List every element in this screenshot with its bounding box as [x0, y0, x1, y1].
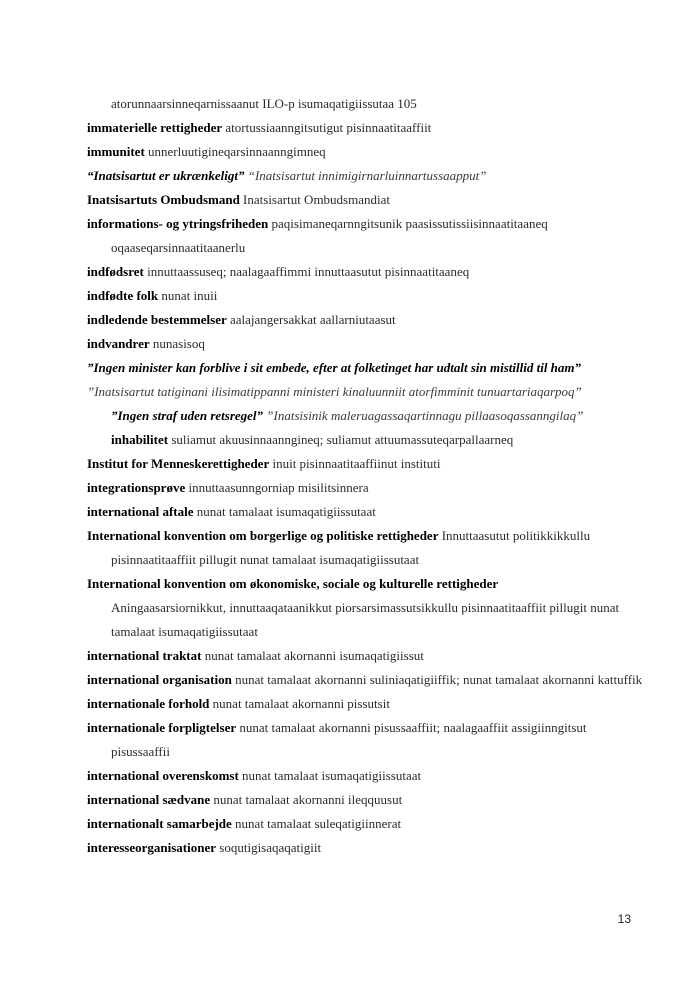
glossary-entry [87, 164, 647, 188]
glossary-gloss: suliamut akuusinnaanngineq; suliamut attuumassuteqarpallaarneq [171, 432, 514, 447]
glossary-entry [87, 524, 647, 572]
glossary-term: international organisation [87, 672, 232, 687]
glossary-gloss: atorunnaarsinneqarnissaanut ILO-p isumaqatigiissutaa 105 [111, 96, 417, 111]
glossary-term: ”Ingen straf uden retsregel” [111, 408, 264, 423]
glossary-entry [87, 764, 647, 788]
glossary-entry [87, 284, 647, 308]
glossary-gloss: Aningaasarsiornikkut, innuttaaqataanikkut piorsarsimassutsikkullu pisinnaatitaaffiit pillugit nunat tamalaat isumaqatigiissutaat [111, 600, 620, 639]
glossary-term: informations- og ytringsfriheden [87, 216, 269, 231]
glossary-entry [87, 668, 647, 692]
glossary-entry [87, 428, 647, 452]
glossary-entry [87, 692, 647, 716]
glossary-term: interesseorganisationer [87, 840, 217, 855]
glossary-gloss: ”Inatsisinik maleruagassaqartinnagu pillaasoqassanngilaq” [266, 408, 584, 423]
glossary-gloss: nunasisoq [152, 336, 205, 351]
glossary-gloss: nunat tamalaat isumaqatigiissutaat [242, 768, 422, 783]
glossary-entry [87, 212, 647, 260]
glossary-entry [87, 116, 647, 140]
glossary-term: integrationsprøve [87, 480, 186, 495]
glossary-entry [87, 500, 647, 524]
glossary-term: indledende bestemmelser [87, 312, 227, 327]
glossary-entry [87, 332, 647, 356]
glossary-gloss: atortussiaanngitsutigut pisinnaatitaaffiit [225, 120, 432, 135]
glossary-gloss: soqutigisaqaqatigiit [219, 840, 322, 855]
glossary-entry [87, 188, 647, 212]
glossary-term: international sædvane [87, 792, 211, 807]
glossary-entry [87, 716, 647, 764]
glossary-entry [87, 476, 647, 500]
glossary-entry [87, 812, 647, 836]
glossary-term: International konvention om borgerlige og politiske rettigheder [87, 528, 439, 543]
glossary-entry [87, 788, 647, 812]
page-number: 13 [617, 912, 631, 926]
glossary-entry [87, 644, 647, 668]
glossary-entry [87, 140, 647, 164]
glossary-term: Institut for Menneskerettigheder [87, 456, 270, 471]
glossary-term: “Inatsisartut er ukrænkeligt” [87, 168, 245, 183]
glossary-list [87, 92, 647, 860]
glossary-gloss: nunat tamalaat akornanni pisussaaffiit; naalagaaffiit assigiinngitsut pisussaaffii [111, 720, 587, 759]
glossary-term: international aftale [87, 504, 194, 519]
glossary-gloss: aalajangersakkat aallarniutaasut [229, 312, 396, 327]
glossary-entry [87, 260, 647, 284]
glossary-gloss: unnerluutigineqarsinnaanngimneq [148, 144, 326, 159]
glossary-gloss: nunat tamalaat akornanni isumaqatigiissut [204, 648, 424, 663]
glossary-term: indvandrer [87, 336, 150, 351]
glossary-term: international traktat [87, 648, 202, 663]
glossary-entry [87, 572, 647, 644]
glossary-gloss: innuttaassuseq; naalagaaffimmi innuttaasutut pisinnaatitaaneq [147, 264, 470, 279]
glossary-entry [87, 308, 647, 332]
glossary-gloss: innuttaasunngorniap misilitsinnera [188, 480, 369, 495]
glossary-entry [87, 404, 647, 428]
glossary-entry [87, 836, 647, 860]
glossary-term: Inatsisartuts Ombudsmand [87, 192, 240, 207]
glossary-term: immaterielle rettigheder [87, 120, 223, 135]
glossary-entry [87, 92, 647, 116]
glossary-gloss: nunat tamalaat suleqatigiinnerat [235, 816, 402, 831]
glossary-term: ”Ingen minister kan forblive i sit embede, efter at folketinget har udtalt sin mistillid til ham” [87, 360, 582, 375]
glossary-gloss: Innuttaasutut politikkikkullu pisinnaatitaaffiit pillugit nunat tamalaat isumaqatigiissutaat [111, 528, 591, 567]
glossary-gloss: paqisimaneqarnngitsunik paasissutissiisinnaatitaaneq oqaaseqarsinnaatitaanerlu [111, 216, 548, 255]
glossary-term: inhabilitet [111, 432, 169, 447]
glossary-gloss: nunat tamalaat akornanni ileqquusut [213, 792, 403, 807]
glossary-gloss: nunat tamalaat akornanni suliniaqatigiiffik; nunat tamalaat akornanni kattuffik [235, 672, 643, 687]
glossary-gloss: “Inatsisartut innimigirnarluinnartussaapput” [247, 168, 487, 183]
glossary-gloss: nunat tamalaat isumaqatigiissutaat [196, 504, 376, 519]
glossary-term: internationalt samarbejde [87, 816, 232, 831]
glossary-term: immunitet [87, 144, 145, 159]
glossary-gloss: ”Inatsisartut tatiginani ilisimatippanni ministeri kinaluunniit atorfimminit tunuartariaqarpoq” [87, 384, 582, 399]
glossary-gloss: Inatsisartut Ombudsmandiat [243, 192, 390, 207]
glossary-term: indfødte folk [87, 288, 159, 303]
glossary-term: indfødsret [87, 264, 144, 279]
glossary-term: internationale forhold [87, 696, 210, 711]
glossary-entry [87, 356, 647, 380]
glossary-gloss: inuit pisinnaatitaaffiinut instituti [272, 456, 441, 471]
glossary-term: international overenskomst [87, 768, 239, 783]
glossary-gloss: nunat tamalaat akornanni pissutsit [212, 696, 390, 711]
glossary-term: internationale forpligtelser [87, 720, 237, 735]
glossary-term: International konvention om økonomiske, sociale og kulturelle rettigheder [87, 576, 499, 591]
glossary-entry [87, 380, 647, 404]
glossary-gloss: nunat inuii [161, 288, 218, 303]
glossary-entry [87, 452, 647, 476]
